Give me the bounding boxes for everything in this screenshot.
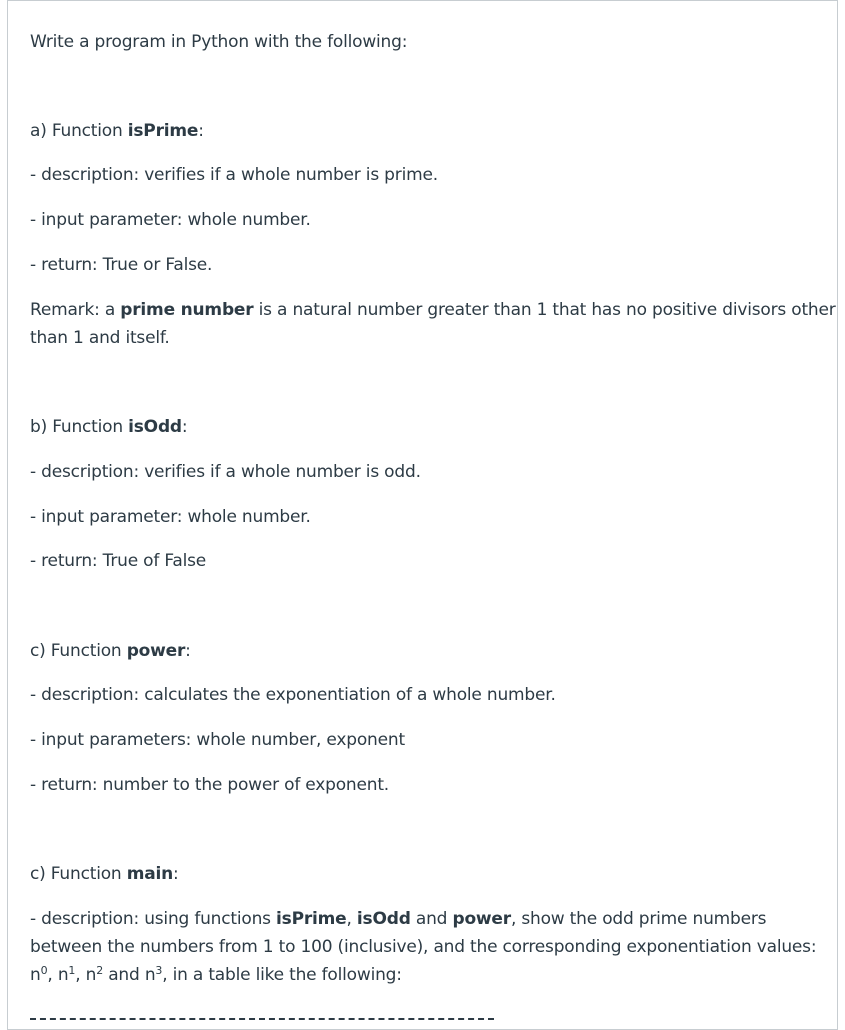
- section-a-return: - return: True or False.: [30, 255, 213, 275]
- section-b-return: - return: True of False: [30, 551, 207, 571]
- section-c-description: - description: calculates the exponentiation of a whole number.: [30, 685, 556, 705]
- section-a-description: - description: verifies if a whole number is prime.: [30, 165, 438, 185]
- section-c-return: - return: number to the power of exponent.: [30, 775, 390, 795]
- function-name-power: power: [126, 641, 186, 661]
- section-main-heading: c) Function main:: [30, 864, 179, 884]
- dashed-separator: [30, 1018, 494, 1020]
- function-name-isprime: isPrime: [127, 121, 199, 141]
- section-c-heading: c) Function power:: [30, 641, 191, 661]
- section-a-remark: Remark: a prime number is a natural number greater than 1 that has no positive divisors other than 1 and itself.: [30, 300, 836, 348]
- section-main-description: - description: using functions isPrime, isOdd and power, show the odd prime numbers between the numbers from 1 to 100 (inclusive), and the corresponding exponentiation values: $n^0$, $n^1$, $n^2$ and $n^3$, in a table like the following:: [30, 905, 816, 989]
- function-name-isodd: isOdd: [128, 417, 182, 437]
- section-c-input: - input parameters: whole number, exponent: [30, 730, 405, 750]
- exponent-list: $n^0$, $n^1$, $n^2$ and $n^3$, in a table like the following:: [30, 964, 402, 985]
- section-b-heading: b) Function isOdd:: [30, 417, 188, 437]
- section-b-description: - description: verifies if a whole number is odd.: [30, 462, 421, 482]
- remark-bold-term: prime number: [120, 300, 254, 320]
- function-name-main: main: [126, 864, 174, 884]
- section-b-input: - input parameter: whole number.: [30, 507, 311, 527]
- section-a-heading: a) Function isPrime:: [30, 121, 204, 141]
- section-a-input: - input parameter: whole number.: [30, 210, 311, 230]
- intro-text: Write a program in Python with the following:: [30, 32, 408, 52]
